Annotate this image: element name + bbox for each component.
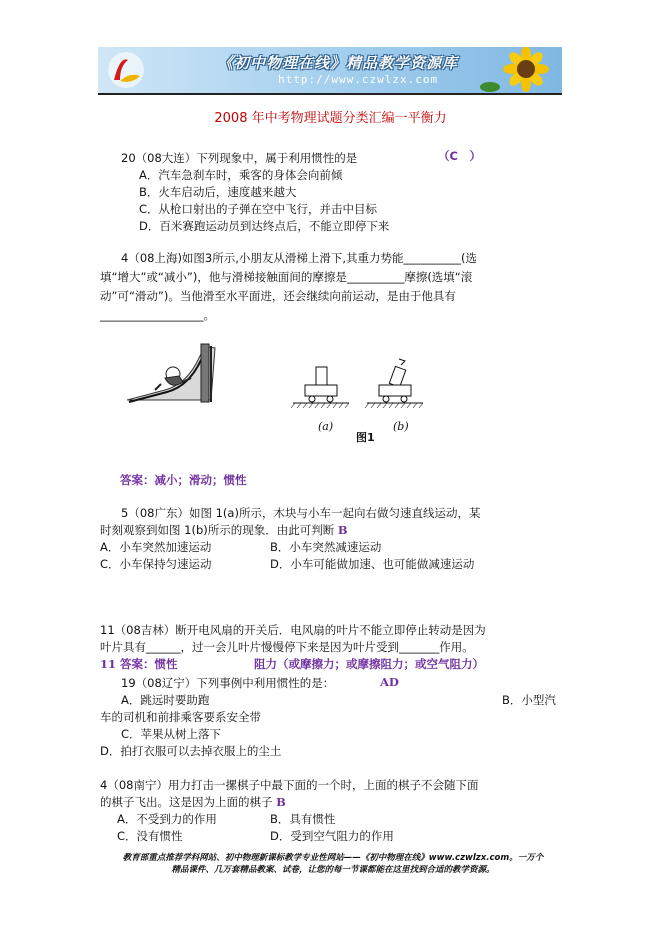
- slide-figure: [125, 338, 217, 404]
- banner-title: 《初中物理在线》精品教学资源库: [218, 54, 459, 72]
- header-banner: [98, 47, 562, 93]
- footer-line-2: 精品课件、几万套精品教案、试卷，让您的每一节课都能在这里找到合适的教学资源。: [171, 865, 495, 875]
- q6-answer: B: [276, 795, 286, 809]
- q2-line-4: __________________。: [100, 308, 215, 322]
- q6-line-2: [100, 794, 286, 810]
- q6-line-1: 4（08南宁）用力打击一摞棋子中最下面的一个时，上面的棋子不会随下面: [100, 778, 479, 792]
- banner-divider: [98, 93, 562, 95]
- q2-answer: 答案：减小；滑动；惯性: [120, 473, 247, 487]
- q4-line-1: 11（08吉林）断开电风扇的开关后．电风扇的叶片不能立即停止转动是因为: [100, 623, 486, 637]
- q5-option-b: B．小型汽: [502, 693, 556, 707]
- q5-option-a: A．跳远时要助跑: [121, 693, 210, 707]
- q5-answer: AD: [380, 675, 399, 689]
- q6-option-d: D．受到空气阻力的作用: [270, 829, 394, 843]
- q1-option-d: D．百米赛跑运动员到达终点后，不能立即停下来: [139, 219, 390, 233]
- q6-line-2-text: 的棋子飞出。这是因为上面的棋子: [100, 795, 273, 809]
- q2-line-2: 填“增大”或“减小”)，他与滑梯接触面间的摩擦是__________摩擦(选填“滚: [100, 270, 473, 284]
- q4-answer-right: 阻力（或摩擦力；或摩擦阻力；或空气阻力）: [254, 657, 484, 671]
- q1-option-c: C．从枪口射出的子弹在空中飞行，并击中目标: [139, 202, 378, 216]
- banner-url[interactable]: http://www.czwlzx.com: [278, 73, 439, 86]
- q3-option-a: A．小车突然加速运动: [100, 540, 212, 554]
- q5-option-c: C．苹果从树上落下: [121, 727, 222, 741]
- q4-answer-left: 11 答案：惯性: [100, 657, 178, 671]
- q3-line-1: 5（08广东）如图 1(a)所示，木块与小车一起向右做匀速直线运动，某: [121, 506, 481, 520]
- fig-label-a: (a): [318, 420, 334, 433]
- fig-label-b: (b): [393, 420, 409, 433]
- q5-option-b-cont: 车的司机和前排乘客要系安全带: [100, 710, 261, 724]
- q5-stem: 19（08辽宁）下列事例中利用惯性的是：: [121, 676, 335, 690]
- q3-option-d: D．小车可能做加速、也可能做减速运动: [270, 557, 475, 571]
- q1-option-b: B．火车启动后，速度越来越大: [139, 185, 297, 199]
- q3-option-c: C．小车保持匀速运动: [100, 557, 212, 571]
- footer-line-1: 教育部重点推荐学科网站、初中物理新课标教学专业性网站——《初中物理在线》www.czwlzx.com。一万个: [122, 853, 544, 863]
- q3-line-2-text: 时刻观察到如图 1(b)所示的现象．由此可判断: [100, 523, 335, 537]
- q1-answer: （C ）: [438, 149, 481, 163]
- q6-option-c: C．没有惯性: [117, 829, 183, 843]
- q1-stem: 20（08大连）下列现象中，属于利用惯性的是: [121, 151, 358, 165]
- fig-caption: 图1: [356, 431, 375, 444]
- q2-line-3: 动”可“滑动”)。当他滑至水平面进，还会继续向前运动，是由于他具有: [100, 289, 456, 303]
- page-title: 2008 年中考物理试题分类汇编一平衡力: [214, 111, 447, 126]
- q5-option-d: D．拍打衣服可以去掉衣服上的尘土: [100, 744, 282, 758]
- q4-line-2: 叶片具有______，过一会儿叶片慢慢停下来是因为叶片受到_______作用。: [100, 640, 474, 654]
- footer: [98, 852, 568, 876]
- q1-option-a: A．汽车急刹车时，乘客的身体会向前倾: [139, 168, 343, 182]
- q3-line-2: [100, 522, 348, 538]
- sunflower-icon: [478, 47, 558, 93]
- site-logo-icon: [106, 50, 146, 90]
- q2-line-1: 4（08上海)如图3所示,小朋友从滑梯上滑下,其重力势能__________(选: [121, 251, 478, 265]
- q6-option-b: B．具有惯性: [270, 812, 336, 826]
- q3-answer: B: [337, 523, 348, 537]
- q6-option-a: A．不受到力的作用: [117, 812, 217, 826]
- q3-option-b: B．小车突然减速运动: [270, 540, 382, 554]
